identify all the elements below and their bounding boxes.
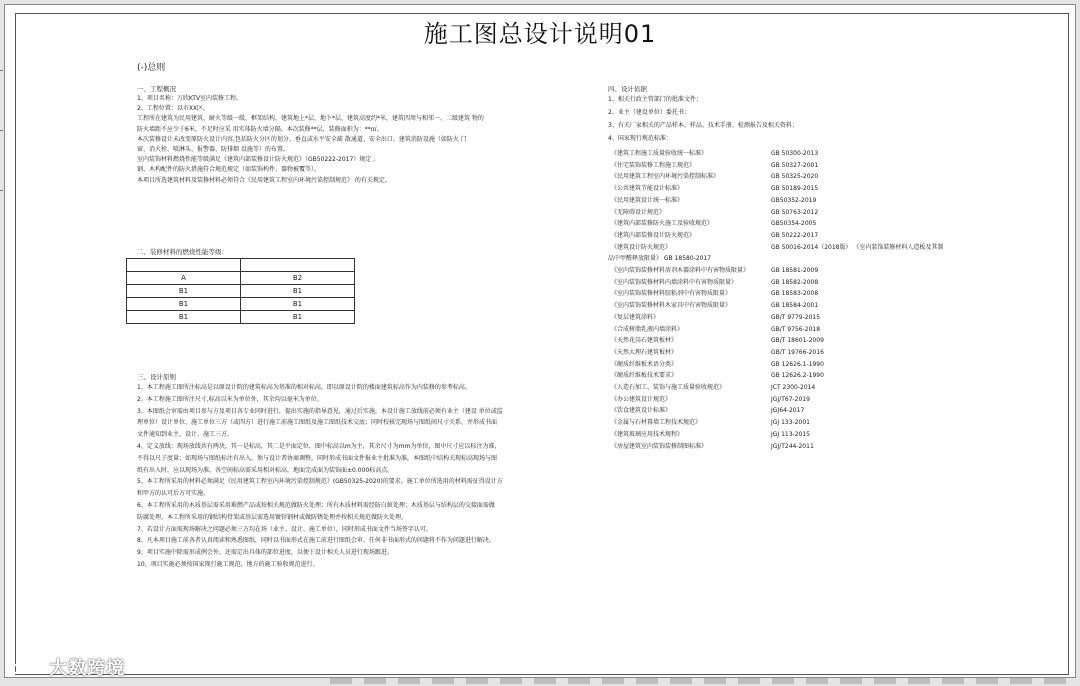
table-row xyxy=(127,285,355,298)
standard-name: 《民用建筑工程室内环境污染控制标准》 xyxy=(611,173,720,181)
table-cell: B1 xyxy=(241,298,355,311)
standard-code: GB 50763-2012 xyxy=(771,208,819,216)
watermark xyxy=(10,654,125,680)
standard-name: 《硬质纤维板术语分类》 xyxy=(611,360,678,368)
standard-name: 《办公建筑设计规范》 xyxy=(611,395,672,403)
standard-name: 《公共建筑节能设计标准》 xyxy=(611,185,684,193)
text-line: 工程所在建筑为民用建筑，耐火等级一级，框架结构，建筑地上*层，地下*层，建筑高度约*米，建筑四周与相邻一、二级建筑 物的 xyxy=(137,115,484,123)
standard-code: JGJ64-2017 xyxy=(771,407,805,415)
standard-code: JGJ 133-2001 xyxy=(771,419,810,427)
table-cell: B2 xyxy=(241,272,355,285)
standard-code: GB 18582-2008 xyxy=(771,278,819,286)
title-block-strip xyxy=(330,678,1070,684)
text-line: 9、项目实施中除需形成例会外，还需定出具体的部位进度，以便于设计相关人员进行现场跟进。 xyxy=(137,549,393,557)
standard-name: 《室内装饰装修材料溶剂木器涂料中有害物质限量》 xyxy=(611,267,750,274)
standard-name: 《住宅装饰装修工程施工规范》 xyxy=(611,161,696,169)
standard-name: 《合成树脂乳液内墙涂料》 xyxy=(611,325,684,333)
standard-name: 《金属与石材幕墙工程技术规范》 xyxy=(611,419,702,427)
table-cell: B1 xyxy=(127,311,241,324)
text-line: 4、定义放线：现场放线共有两块，其一是标高，其二是平面定位，图中标高以m为主，其余尺寸为mm为单位，图中尺寸应以标注为准， xyxy=(137,443,501,450)
text-line: 6、本工程所采用的木质基层需采用难燃产品或按相关规范做防火处理；所有木质材料需经防白蚁处理；木质基层与结构层的交接面需做 xyxy=(137,502,495,509)
text-line: 3、有关厂家相关的产品样本、样品、技术手册、检测报告及相关资料； xyxy=(608,122,798,129)
table-cell: B1 xyxy=(127,285,241,298)
standard-name: 《室内装饰装修材料胶粘剂中有害物质限量》 xyxy=(611,290,732,298)
standard-code: JGJ 113-2015 xyxy=(771,430,810,438)
standard-code: GB50354-2005 xyxy=(771,220,817,228)
table-cell xyxy=(127,259,241,272)
standard-code: GB 50325-2020 xyxy=(771,173,819,181)
standard-code: GB 50189-2015 xyxy=(771,185,819,193)
table-cell: B1 xyxy=(241,285,355,298)
standard-code: GB 50327-2001 xyxy=(771,161,819,169)
section-1-title: 一、工程概况 xyxy=(137,85,176,93)
text-line: 窗、消火栓、喷淋头、报警器、防排烟 设施等）的布置。 xyxy=(137,146,289,153)
standard-name: 《室内装饰装修材料木家具中有害物质限量》 xyxy=(611,302,732,310)
table-row xyxy=(127,259,355,272)
standard-code: GB 18584-2001 xyxy=(771,302,819,310)
text-line: 1、项目名称：万欣KTV室内装修工程。 xyxy=(137,95,243,102)
standard-code: GB 18583-2008 xyxy=(771,290,819,298)
text-line: 10、项目实施必须按国家现行施工规范、地方的施工验收规范进行。 xyxy=(137,561,319,568)
general-heading: (-)总则 xyxy=(137,63,166,73)
watermark-logo-icon xyxy=(10,660,42,678)
left-edge-marks xyxy=(0,70,3,250)
table-row xyxy=(127,311,355,324)
table-cell xyxy=(241,259,355,272)
standard-code: GB/T 9756-2018 xyxy=(771,325,821,333)
standard-code: GB 50222-2017 xyxy=(771,231,819,239)
text-line: 本项目所选建筑材料及装修材料必须符合《民用建筑工程室内环境污染控制规范》 的有关规定。 xyxy=(137,176,391,184)
standard-name: 品中甲醛释放限量》 GB 18580-2017 xyxy=(608,255,712,263)
standard-code: JGJ/T244-2011 xyxy=(771,442,814,450)
table-cell: B1 xyxy=(127,298,241,311)
text-line: 3、本图纸会审需由项目参与方及项目各专业同时进行，提出实施的指导意见，通过后实施。本设计施工放线前必须有业主（建设 单位或监 xyxy=(137,407,503,415)
table-cell: A xyxy=(127,272,241,285)
section-4-title: 四、设计依据 xyxy=(608,85,647,93)
page-title: 施工图总设计说明01 xyxy=(423,20,657,48)
fire-rating-table xyxy=(126,258,355,324)
text-line: 钢、木构配件的防火措施符合规范规定（如装饰构件、器物被覆等）。 xyxy=(137,166,321,174)
watermark-text: 大数跨境 xyxy=(49,658,126,679)
standard-code: JGJ/T67-2019 xyxy=(771,395,810,403)
standard-name: 《建筑设计防火规范》 xyxy=(611,243,672,251)
standard-code: GB 12626.2-1990 xyxy=(771,372,824,380)
standard-name: 《复层建筑涂料》 xyxy=(611,313,660,321)
standard-name: 《建筑工程施工质量验收统一标准》 xyxy=(611,150,708,157)
standard-name: 《建筑内部装修设计防火规范》 xyxy=(611,231,696,239)
standard-name: 《饮食建筑设计标准》 xyxy=(611,407,672,415)
table-row xyxy=(127,272,355,285)
standard-code: GB 12626.1-1990 xyxy=(771,360,824,368)
table-cell: B1 xyxy=(241,311,355,324)
standard-name: 《无障碍设计规范》 xyxy=(611,208,666,216)
text-line: 7、若设计方面需现场解决之问题必须三方均在场（业主、设计、施工单位），同时形成书面文件当场签字认可。 xyxy=(137,525,432,533)
standard-name: 《建筑玻璃应用技术规程》 xyxy=(611,430,684,438)
text-line: 4、国家现行规范标准： xyxy=(608,135,672,142)
text-line: 2、本工程施工图所注尺寸,标高以米为单位外，其余均以毫米为单位。 xyxy=(137,395,323,403)
standard-name: 《硬质纤维板技术要求》 xyxy=(611,372,678,380)
standard-code: GB/T 18601-2009 xyxy=(771,337,824,345)
text-line: 本次装修设计未改变原防火设计内容,包括防火分区的划分、垂直或水平安全疏 散通道、安全出口、建筑消防设施（如防火 门 xyxy=(137,135,467,143)
standard-name: 《人造石加工、装饰与施工质量验收规范》 xyxy=(611,384,726,391)
text-line: 2、业主（建设单位）委托书； xyxy=(608,109,690,116)
standard-code: GB 50016-2014（2018版） 《室内装饰装修材料人造板及其制 xyxy=(771,243,944,251)
standard-code: JCT 2300-2014 xyxy=(771,384,816,391)
standard-name: 《天然花岗石建筑板材》 xyxy=(611,337,678,345)
standard-name: 《建筑内部装修防火施工及验收规范》 xyxy=(611,220,714,228)
text-line: 2、工程位置：以市XX区。 xyxy=(137,105,210,113)
section-3-title: 三、设计原则 xyxy=(137,373,176,381)
text-line: 8、凡本项目施工前各者认真阅读和熟悉图纸，同时以书面形式在施工前进行图纸会审。任何非书面形式的问题将不作为问题进行解决。 xyxy=(137,537,495,545)
standard-name: 《民用建筑设计统一标准》 xyxy=(611,196,684,204)
text-line: 文件通知到业主、设计、施工三方。 xyxy=(137,431,234,439)
text-line: 室内装饰材料燃烧性能等级满足《建筑内部装修设计防火规范》（GB50222-2017）规定 。 xyxy=(137,156,380,164)
standard-code: GB/T 9779-2015 xyxy=(771,313,821,321)
text-line: 和甲方的认可后方可实施。 xyxy=(137,490,210,498)
text-line: 理单位）设计单位、施工单位三方（或四方）进行施工前施工图纸及施工图纸技术交底；同时校核完现场与图纸间尺寸关系，并形成书面 xyxy=(137,419,498,427)
standard-name: 《天然大理石建筑板材》 xyxy=(611,348,678,356)
standard-name: 《房屋建筑室内装饰装修制图标准》 xyxy=(611,442,708,450)
text-line: 防腐处理，本工程所采用的钢结构骨架或基层需选用镀锌钢材或做防锈处理并按相关规范做防火处理。 xyxy=(137,513,408,521)
text-line: 不得以尺子度量；如现场与图纸标注有出入，须与设计者协商调整，同时形成书面文件报业主批准为准，本图纸中结构关现标高现场与图 xyxy=(137,454,498,462)
standard-code: GB 18581-2009 xyxy=(771,267,819,274)
standard-code: GB50352-2019 xyxy=(771,196,817,204)
text-line: 1、相关行政主管部门的批准文件； xyxy=(608,96,702,103)
text-line: 5、本工程所采用的材料必须满足《民用建筑工程室内环境污染控制规范》(GB50325-2020)的要求。施工单位所选用的材料需征得设计方 xyxy=(137,478,503,486)
table-row xyxy=(127,298,355,311)
standard-code: GB/T 19766-2016 xyxy=(771,348,824,356)
text-line: 防火墙距不应少于6米，不足时应采 用实体防火墙分隔。本次装修**层，装修面积为：**㎡。 xyxy=(137,125,383,133)
section-2-title: 二、装修材料的燃烧性能等级： xyxy=(137,248,228,256)
text-line: 纸有出入时，应以现场为准，各空间标高需采用相对标高，地面完成面为装饰面±0.000标高点。 xyxy=(137,466,394,474)
standard-name: 《室内装饰装修材料内墙涂料中有害物质限量》 xyxy=(611,278,738,286)
standard-code: GB 50300-2013 xyxy=(771,150,819,157)
text-line: 1、本工程施工图所注标高是以原设计院的建筑标高为基准的相对标高，即以原设计院的楼面建筑标高作为内装修的参考标高。 xyxy=(137,384,471,391)
